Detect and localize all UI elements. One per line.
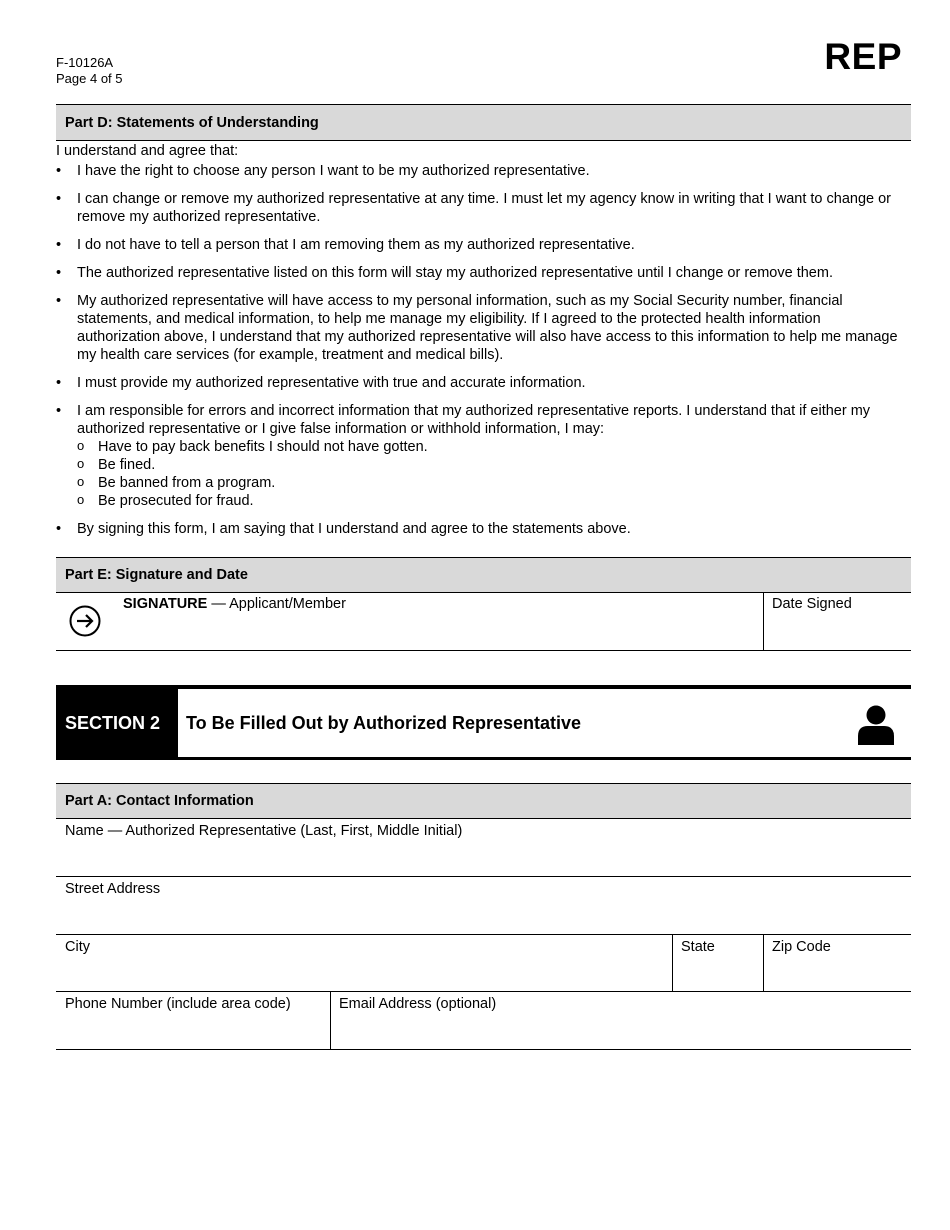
list-item: • I can change or remove my authorized representative at any time. I must let my agency know in writing that I want to change or remove my authorized representative.: [56, 190, 906, 226]
phone-number-field[interactable]: Phone Number (include area code): [65, 996, 291, 1012]
divider: [672, 935, 673, 991]
divider: [763, 935, 764, 991]
person-icon: [857, 705, 895, 745]
list-item: • The authorized representative listed on this form will stay my authorized representative until I change or remove them.: [56, 264, 906, 282]
divider: [330, 992, 331, 1049]
section-tag: SECTION 2: [56, 689, 178, 757]
list-item: • I have the right to choose any person I want to be my authorized representative.: [56, 162, 906, 180]
sub-list-item: o Be fined.: [77, 456, 906, 474]
street-address-field[interactable]: Street Address: [65, 881, 161, 897]
part-d-title: Part D: Statements of Understanding: [65, 114, 319, 131]
signature-label-rest: — Applicant/Member: [207, 596, 346, 612]
form-code: REP: [824, 36, 902, 77]
sub-list-item: o Be prosecuted for fraud.: [77, 492, 906, 510]
section-2-banner: [56, 685, 911, 760]
list-item: • My authorized representative will have access to my personal information, such as my Social Security number, financial statements, and medical information, to help me manage my eligibility. If I agreed to the protected health information authorization above, I understand that my authorized representative will also have access to this information to help me manage my health care services (for example, treatment and medical bills).: [56, 292, 906, 364]
signature-field[interactable]: [123, 596, 346, 612]
name-field[interactable]: Name — Authorized Representative (Last, First, Middle Initial): [65, 823, 463, 839]
part-a-title: Part A: Contact Information: [65, 793, 254, 809]
consequences-list: [77, 438, 906, 510]
date-signed-field[interactable]: Date Signed: [772, 596, 852, 612]
page-number: Page 4 of 5: [56, 71, 123, 86]
part-d-header: [56, 104, 911, 141]
street-row: [56, 877, 911, 935]
zip-code-field[interactable]: Zip Code: [772, 939, 831, 955]
part-e-header: [56, 557, 911, 593]
email-address-field[interactable]: Email Address (optional): [339, 996, 497, 1012]
section-title: To Be Filled Out by Authorized Representative: [186, 712, 582, 733]
arrow-circle-icon: [69, 605, 101, 637]
form-header-info: [56, 55, 123, 87]
part-d-intro: I understand and agree that:: [56, 143, 239, 159]
signature-row: [56, 592, 911, 651]
list-item: • I do not have to tell a person that I am removing them as my authorized representative.: [56, 236, 906, 254]
statements-list: [56, 162, 906, 548]
form-number: F-10126A: [56, 55, 114, 70]
divider: [763, 592, 764, 650]
signature-label-bold: SIGNATURE: [123, 596, 208, 612]
city-field[interactable]: City: [65, 939, 90, 955]
list-item: • I am responsible for errors and incorrect information that my authorized representative reports. I understand that if either my authorized representative or I give false information or withhold information, I may: o Have to pay back benefits I should not have gotten. o Be fined. o Be banned from a program. o Be prosecuted for fraud.: [56, 402, 906, 510]
city-row: [56, 935, 911, 992]
list-item: • By signing this form, I am saying that I understand and agree to the statements above.: [56, 520, 906, 538]
list-item: • I must provide my authorized representative with true and accurate information.: [56, 374, 906, 392]
sub-list-item: o Be banned from a program.: [77, 474, 906, 492]
contact-row: [56, 992, 911, 1050]
state-field[interactable]: State: [681, 939, 715, 955]
part-a-header: [56, 783, 911, 819]
sub-list-item: o Have to pay back benefits I should not have gotten.: [77, 438, 906, 456]
part-e-title: Part E: Signature and Date: [65, 567, 248, 583]
name-row: [56, 819, 911, 877]
